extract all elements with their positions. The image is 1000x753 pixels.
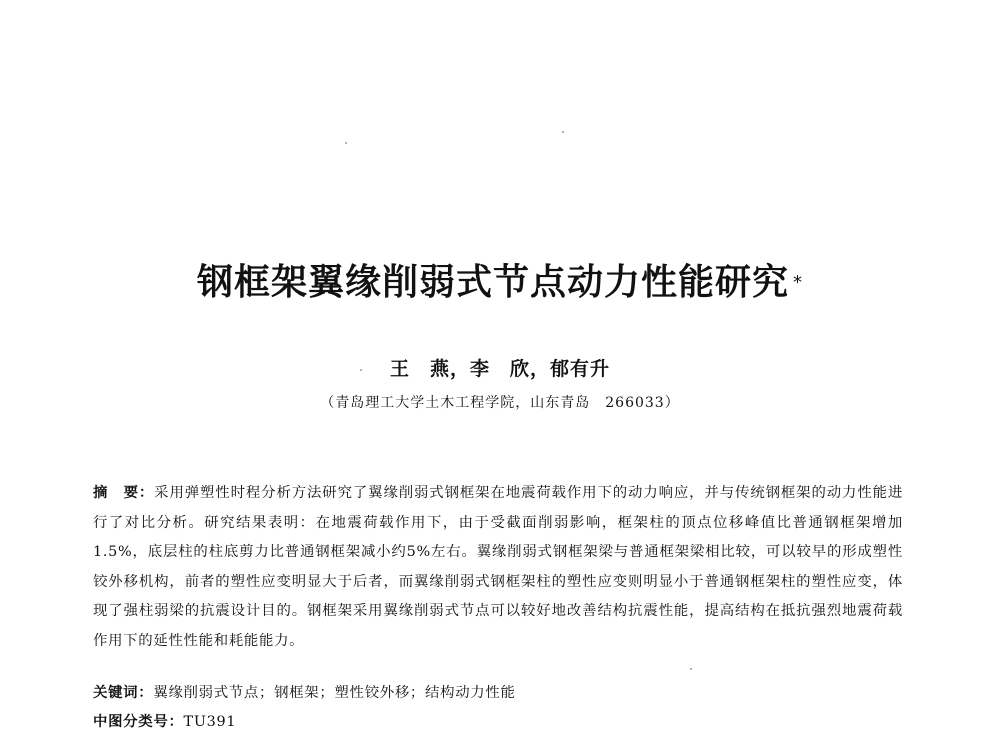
classification-label: 中图分类号：	[93, 714, 184, 730]
classification-number: TU391	[183, 714, 237, 730]
keywords-line	[93, 681, 903, 702]
abstract-text: 采用弹塑性时程分析方法研究了翼缘削弱式钢框架在地震荷载作用下的动力响应，并与传统钢框架的动力性能进行了对比分析。研究结果表明：在地震荷载作用下，由于受截面削弱影响，框架柱的顶点位移峰值比普通钢框架增加1.5%，底层柱的柱底剪力比普通钢框架减小约5%左右。翼缘削弱式钢框架梁与普通框架梁相比较，可以较早的形成塑性铰外移机构，前者的塑性应变明显大于后者，而翼缘削弱式钢框架柱的塑性应变则明显小于普通钢框架柱的塑性应变，体现了强柱弱梁的抗震设计目的。钢框架采用翼缘削弱式节点可以较好地改善结构抗震性能，提高结构在抵抗强烈地震荷载作用下的延性性能和耗能能力。	[93, 485, 903, 649]
keywords-label: 关键词：	[93, 685, 154, 701]
paper-title	[0, 258, 1000, 308]
paper-affiliation: （青岛理工大学土木工程学院，山东青岛 266033）	[320, 395, 680, 411]
paper-authors: 王 燕，李 欣，郁有升	[389, 358, 610, 380]
abstract-block	[93, 479, 903, 656]
scan-speck	[562, 131, 564, 133]
classification-line	[93, 710, 903, 731]
keywords-text: 翼缘削弱式节点；钢框架；塑性铰外移；结构动力性能	[153, 685, 516, 701]
paper-title-text: 钢框架翼缘削弱式节点动力性能研究	[196, 262, 789, 303]
abstract-label: 摘 要：	[93, 485, 155, 501]
scan-speck	[345, 142, 347, 144]
title-footnote-mark: *	[793, 272, 803, 293]
scan-speck	[690, 668, 692, 670]
